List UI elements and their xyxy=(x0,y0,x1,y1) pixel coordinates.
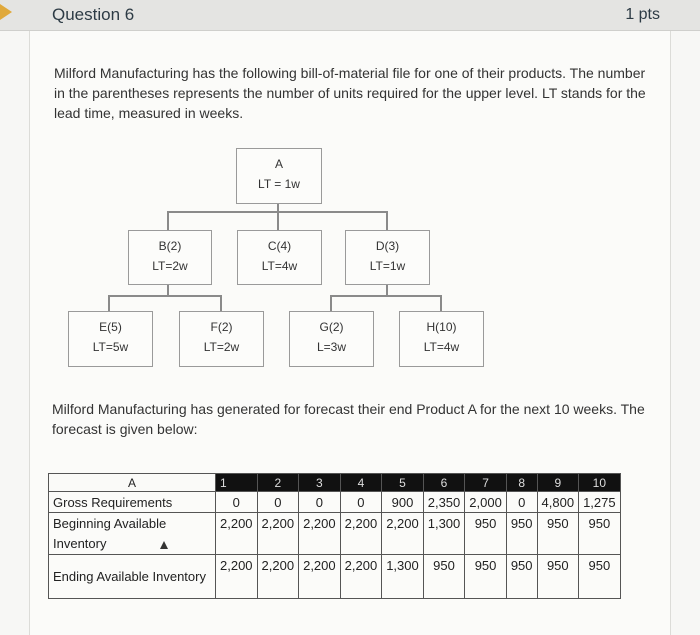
table-cell: 950 xyxy=(537,555,579,599)
table-cell: 2,200 xyxy=(299,513,341,555)
row-label: Ending Available Inventory xyxy=(49,555,216,599)
week-header: 4 xyxy=(340,474,382,492)
bom-node-name: C(4) xyxy=(267,239,292,253)
week-header: 3 xyxy=(299,474,341,492)
bom-node-d xyxy=(345,230,430,285)
bom-node-e xyxy=(68,311,153,367)
table-cell: 1,275 xyxy=(579,492,621,513)
table-cell: 0 xyxy=(340,492,382,513)
table-cell: 2,200 xyxy=(382,513,424,555)
connector xyxy=(330,295,442,297)
table-row xyxy=(49,492,621,513)
table-cell: 950 xyxy=(506,555,537,599)
table-cell: 0 xyxy=(506,492,537,513)
week-header: 8 xyxy=(506,474,537,492)
table-header-row xyxy=(49,474,621,492)
week-header: 9 xyxy=(537,474,579,492)
table-cell: 0 xyxy=(299,492,341,513)
bom-node-name: F(2) xyxy=(210,320,233,334)
flag-icon[interactable] xyxy=(0,4,12,20)
table-cell: 2,200 xyxy=(299,555,341,599)
mrp-table xyxy=(48,473,621,599)
bom-node-lt: LT=2w xyxy=(152,259,188,273)
bom-node-lt: LT=4w xyxy=(423,340,460,354)
bom-node-b xyxy=(128,230,212,285)
table-cell: 2,200 xyxy=(257,513,299,555)
bom-node-h xyxy=(399,311,484,367)
table-cell: 1,300 xyxy=(423,513,465,555)
table-cell: 2,200 xyxy=(340,513,382,555)
table-cell: 2,000 xyxy=(465,492,507,513)
table-cell: 950 xyxy=(465,513,507,555)
table-cell: 950 xyxy=(579,513,621,555)
table-cell: 950 xyxy=(465,555,507,599)
question-points: 1 pts xyxy=(625,6,660,23)
week-header: 2 xyxy=(257,474,299,492)
bom-node-f xyxy=(179,311,264,367)
row-label: Gross Requirements xyxy=(49,492,216,513)
table-cell: 950 xyxy=(579,555,621,599)
table-cell: 0 xyxy=(257,492,299,513)
question-title: Question 6 xyxy=(52,5,135,24)
bom-node-lt: LT=5w xyxy=(92,340,129,354)
connector xyxy=(330,295,332,312)
table-row xyxy=(49,555,621,599)
table-cell: 950 xyxy=(506,513,537,555)
week-header: 5 xyxy=(382,474,424,492)
item-header: A xyxy=(49,474,216,492)
bom-node-lt: LT=1w xyxy=(369,259,406,273)
week-header: 10 xyxy=(579,474,621,492)
week-header: 7 xyxy=(465,474,507,492)
table-cell: 2,200 xyxy=(216,555,258,599)
bom-node-lt: LT=4w xyxy=(261,259,298,273)
table-cell: 2,200 xyxy=(340,555,382,599)
bom-node-a xyxy=(236,148,322,204)
bom-node-lt: L=3w xyxy=(316,340,347,354)
connector xyxy=(167,211,169,231)
table-cell: 2,200 xyxy=(257,555,299,599)
connector xyxy=(108,295,110,312)
table-row xyxy=(49,513,621,555)
connector xyxy=(440,295,442,312)
forecast-text: Milford Manufacturing has generated for forecast their end Product A for the next 10 weeks. The forecast is given below: xyxy=(52,401,645,437)
bom-node-name: G(2) xyxy=(319,320,344,334)
intro-text: Milford Manufacturing has the following bill-of-material file for one of their products. The number in the parentheses represents the number of units required for the upper level. LT stands for the lead time, measured in weeks. xyxy=(54,65,646,121)
bom-node-lt: LT = 1w xyxy=(258,177,300,191)
bom-node-name: A xyxy=(274,157,283,171)
bom-node-name: H(10) xyxy=(426,320,457,334)
week-header: 6 xyxy=(423,474,465,492)
table-cell: 950 xyxy=(537,513,579,555)
mouse-cursor-icon xyxy=(160,541,168,549)
bom-node-g xyxy=(289,311,374,367)
connector xyxy=(277,211,279,231)
connector xyxy=(108,295,222,297)
table-cell: 4,800 xyxy=(537,492,579,513)
table-cell: 2,350 xyxy=(423,492,465,513)
bom-node-name: E(5) xyxy=(99,320,122,334)
bom-node-c xyxy=(237,230,322,285)
question-header xyxy=(0,0,700,31)
table-cell: 0 xyxy=(216,492,258,513)
table-cell: 2,200 xyxy=(216,513,258,555)
bom-node-name: B(2) xyxy=(158,239,182,253)
table-cell: 900 xyxy=(382,492,424,513)
connector xyxy=(386,211,388,231)
bom-node-name: D(3) xyxy=(375,239,400,253)
week-header: 1 xyxy=(216,474,258,492)
bom-node-lt: LT=2w xyxy=(203,340,240,354)
table-cell: 950 xyxy=(423,555,465,599)
connector xyxy=(220,295,222,312)
row-label: Beginning Available Inventory xyxy=(49,513,216,555)
table-cell: 1,300 xyxy=(382,555,424,599)
